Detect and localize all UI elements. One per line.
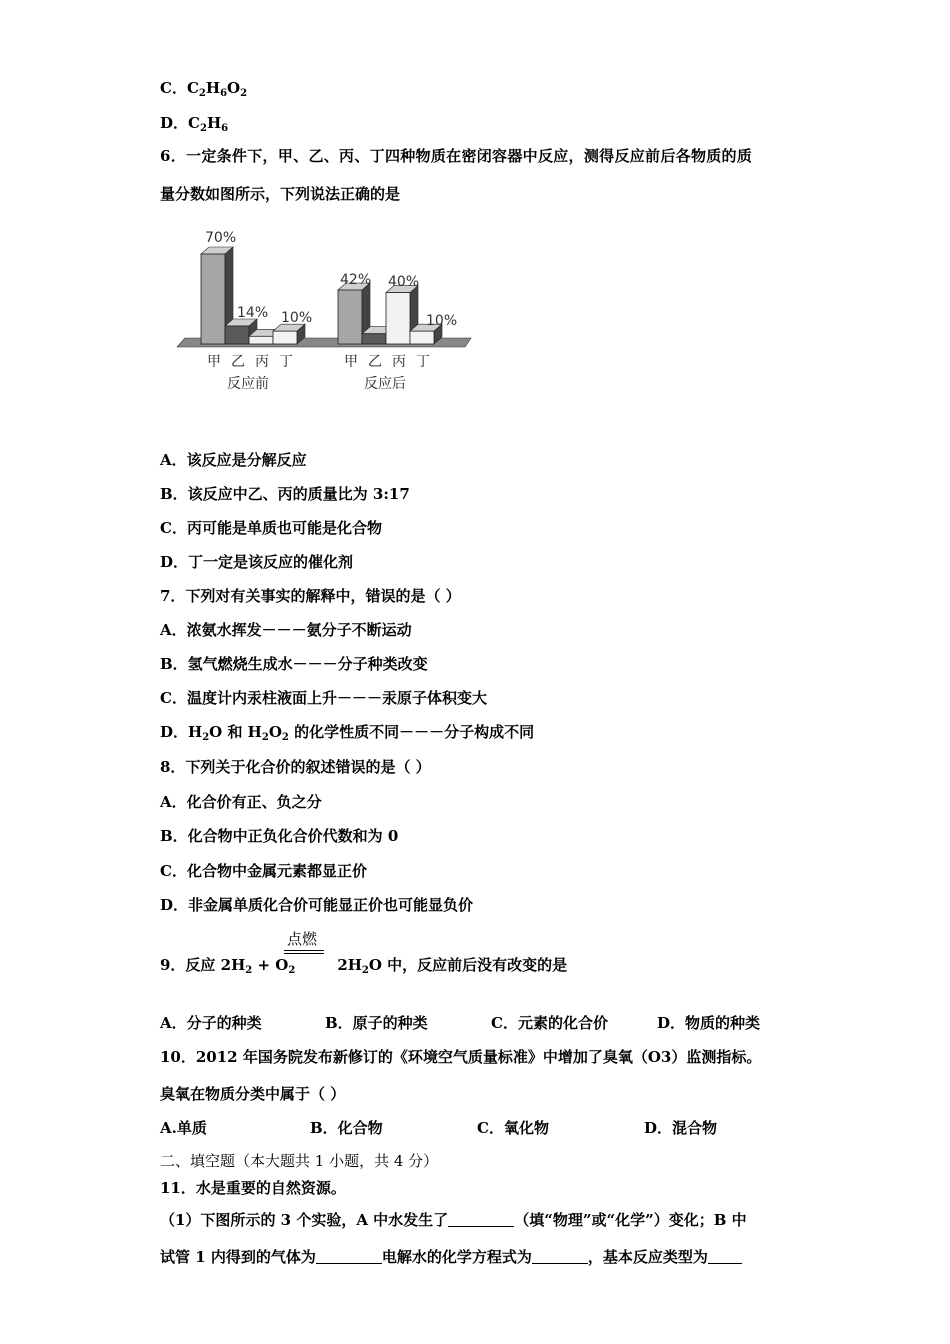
q10-option-d: D．混合物 bbox=[644, 1119, 718, 1137]
chart-svg bbox=[175, 222, 475, 397]
q10-option-a: A.单质 bbox=[160, 1119, 207, 1137]
q7-option-b: B．氢气燃烧生成水－－－分子种类改变 bbox=[160, 655, 428, 673]
q9-equal-line-bottom bbox=[284, 953, 324, 954]
q8-option-b: B．化合物中正负化合价代数和为 0 bbox=[160, 827, 399, 845]
category-label: 甲 bbox=[344, 354, 358, 370]
bar-丙 bbox=[249, 336, 273, 344]
q6-option-a: A．该反应是分解反应 bbox=[160, 451, 307, 469]
q9-option-d: D．物质的种类 bbox=[657, 1014, 761, 1032]
q9-option-a: A．分子的种类 bbox=[160, 1014, 262, 1032]
q11-part1-line1: （1）下图所示的 3 个实验，A 中水发生了 （填“物理”或“化学”）变化；B 中 bbox=[160, 1211, 747, 1229]
value-label: 42% bbox=[340, 272, 372, 288]
bar-甲 bbox=[201, 254, 225, 344]
category-label: 丙 bbox=[255, 354, 269, 370]
mass-fraction-chart bbox=[175, 222, 475, 397]
q8-option-d: D．非金属单质化合价可能显正价也可能显负价 bbox=[160, 896, 474, 914]
category-label: 乙 bbox=[368, 354, 382, 370]
q10-options bbox=[160, 1118, 717, 1138]
answer-blank[interactable] bbox=[532, 1249, 588, 1264]
bar-丁 bbox=[273, 331, 297, 344]
q7-option-d: D．$H_2O$ 和 $H_2O_2$ 的化学性质不同－－－分子构成不同 bbox=[160, 723, 535, 743]
category-label: 甲 bbox=[207, 354, 221, 370]
q8-option-c: C．化合物中金属元素都显正价 bbox=[160, 862, 367, 880]
bar-乙 bbox=[362, 334, 386, 344]
answer-blank[interactable] bbox=[708, 1249, 742, 1264]
q9-option-b: B．原子的种类 bbox=[325, 1014, 428, 1032]
q6-stem-line2: 量分数如图所示，下列说法正确的是 bbox=[160, 185, 401, 203]
category-label: 丁 bbox=[279, 354, 293, 370]
bar-乙 bbox=[225, 326, 249, 344]
bar-丁 bbox=[410, 331, 434, 344]
q11-part1-line2: 试管 1 内得到的气体为 电解水的化学方程式为 ，基本反应类型为 bbox=[160, 1247, 742, 1267]
bar-丙 bbox=[386, 293, 410, 344]
q10-stem-line1: 10．2012 年国务院发布新修订的《环境空气质量标准》中增加了臭氧（O3）监测指标。 bbox=[160, 1048, 762, 1066]
q9-options bbox=[160, 1013, 760, 1033]
q11-stem: 11．水是重要的自然资源。 bbox=[160, 1179, 346, 1197]
q5-option-c: C．$C_2H_6O_2$ bbox=[160, 79, 248, 99]
bar-甲 bbox=[338, 290, 362, 344]
value-label: 40% bbox=[388, 274, 420, 290]
q9-stem: 9．反应 $2H_2 + O_2$ $2H_2O$ 中，反应前后没有改变的是 bbox=[160, 956, 568, 976]
q9-equal-line-top bbox=[284, 950, 324, 951]
category-label: 乙 bbox=[231, 354, 245, 370]
q7-stem: 7．下列对有关事实的解释中，错误的是（ ） bbox=[160, 587, 461, 605]
group-label: 反应后 bbox=[364, 376, 406, 392]
category-label: 丁 bbox=[416, 354, 430, 370]
value-label: 70% bbox=[205, 230, 237, 246]
value-label: 10% bbox=[281, 310, 313, 326]
q6-option-b: B．该反应中乙、丙的质量比为 3:17 bbox=[160, 485, 410, 503]
q8-stem: 8．下列关于化合价的叙述错误的是（ ） bbox=[160, 758, 431, 776]
q7-option-a: A．浓氨水挥发－－－氨分子不断运动 bbox=[160, 621, 412, 639]
q6-option-c: C．丙可能是单质也可能是化合物 bbox=[160, 519, 382, 537]
category-label: 丙 bbox=[392, 354, 406, 370]
q6-option-d: D．丁一定是该反应的催化剂 bbox=[160, 553, 354, 571]
q8-option-a: A．化合价有正、负之分 bbox=[160, 793, 322, 811]
q5-option-d: D．$C_2H_6$ bbox=[160, 114, 229, 134]
q10-stem-line2: 臭氧在物质分类中属于（ ） bbox=[160, 1085, 346, 1103]
q9-condition: 点燃 bbox=[287, 930, 318, 948]
q7-option-c: C．温度计内汞柱液面上升－－－汞原子体积变大 bbox=[160, 689, 487, 707]
answer-blank[interactable] bbox=[448, 1212, 514, 1227]
value-label: 10% bbox=[426, 313, 458, 329]
value-label: 14% bbox=[237, 305, 269, 321]
q9-option-c: C．元素的化合价 bbox=[491, 1014, 608, 1032]
answer-blank[interactable] bbox=[316, 1249, 382, 1264]
group-label: 反应前 bbox=[227, 376, 269, 392]
q10-option-b: B．化合物 bbox=[310, 1119, 383, 1137]
q6-stem-line1: 6．一定条件下，甲、乙、丙、丁四种物质在密闭容器中反应，测得反应前后各物质的质 bbox=[160, 147, 753, 165]
section-title: 二、填空题（本大题共 1 小题，共 4 分） bbox=[160, 1152, 439, 1170]
q10-option-c: C．氧化物 bbox=[477, 1119, 549, 1137]
